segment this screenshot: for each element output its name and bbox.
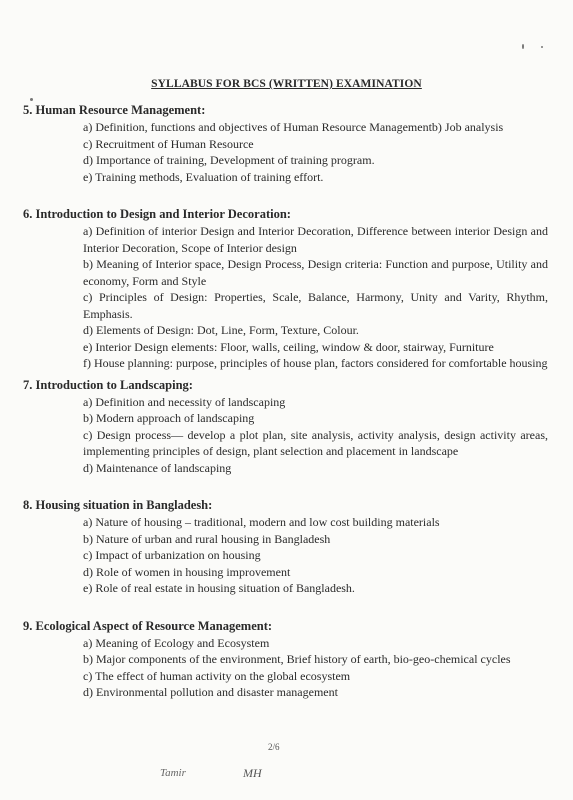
syllabus-content xyxy=(0,101,573,701)
section-9 xyxy=(0,617,573,701)
list-item: d) Maintenance of landscaping xyxy=(83,460,232,475)
list-item: a) Meaning of Ecology and Ecosystem xyxy=(83,635,270,650)
section-heading: 8. Housing situation in Bangladesh: xyxy=(23,498,213,512)
list-item: c) Recruitment of Human Resource xyxy=(83,136,254,151)
list-item: d) Role of women in housing improvement xyxy=(83,564,291,579)
list-item: d) Environmental pollution and disaster management xyxy=(83,685,338,699)
list-item: b) Major components of the environment, Brief history of earth, bio-geo-chemical cycles xyxy=(83,652,511,666)
list-item: d) Importance of training, Development of training program. xyxy=(83,153,375,167)
list-item: a) Definition, functions and objectives of Human Resource Managementb) Job analysis xyxy=(83,120,504,134)
list-item: b) Nature of urban and rural housing in Bangladesh xyxy=(83,531,331,546)
scan-speck xyxy=(30,98,33,101)
list-item: b) Meaning of Interior space, Design Process, Design criteria: Function and purpose, Utility and economy, Form and Style xyxy=(83,257,548,288)
section-heading: 6. Introduction to Design and Interior Decoration: xyxy=(23,207,291,221)
list-item: b) Modern approach of landscaping xyxy=(83,411,255,425)
page-number: 2/6 xyxy=(268,742,280,752)
list-item: c) Impact of urbanization on housing xyxy=(83,548,261,562)
section-heading: 9. Ecological Aspect of Resource Management: xyxy=(23,618,273,633)
list-item: c) The effect of human activity on the global ecosystem xyxy=(83,668,351,683)
list-item: c) Principles of Design: Properties, Scale, Balance, Harmony, Unity and Varity, Rhythm, Emphasis. xyxy=(83,290,548,321)
list-item: a) Nature of housing – traditional, modern and low cost building materials xyxy=(83,515,440,529)
section-heading: 7. Introduction to Landscaping: xyxy=(23,377,193,392)
list-item: d) Elements of Design: Dot, Line, Form, Texture, Colour. xyxy=(83,323,359,337)
section-5 xyxy=(0,101,573,185)
list-item: f) House planning: purpose, principles of house plan, factors considered for comfortable housing xyxy=(83,356,548,370)
scan-speck xyxy=(541,46,543,48)
list-item: c) Design process— develop a plot plan, site analysis, activity analysis, design activity areas, implementing principles of design, plant selection and placement in landscape xyxy=(83,427,548,458)
list-item: e) Interior Design elements: Floor, walls, ceiling, window & door, stairway, Furniture xyxy=(83,339,494,354)
signature: MH xyxy=(243,766,262,780)
list-item: e) Training methods, Evaluation of training effort. xyxy=(83,169,324,184)
signature: Tamir xyxy=(160,767,186,779)
page-title: SYLLABUS FOR BCS (WRITTEN) EXAMINATION xyxy=(151,78,422,90)
list-item: a) Definition of interior Design and Interior Decoration, Difference between interior Design and Interior Decoration, Scope of Interior design xyxy=(83,224,548,255)
section-6 xyxy=(0,205,573,372)
section-heading: 5. Human Resource Management: xyxy=(23,103,206,117)
scan-speck xyxy=(522,44,524,49)
section-7 xyxy=(0,376,573,477)
list-item: a) Definition and necessity of landscaping xyxy=(83,394,286,409)
list-item: e) Role of real estate in housing situation of Bangladesh. xyxy=(83,581,355,595)
section-8 xyxy=(0,496,573,597)
